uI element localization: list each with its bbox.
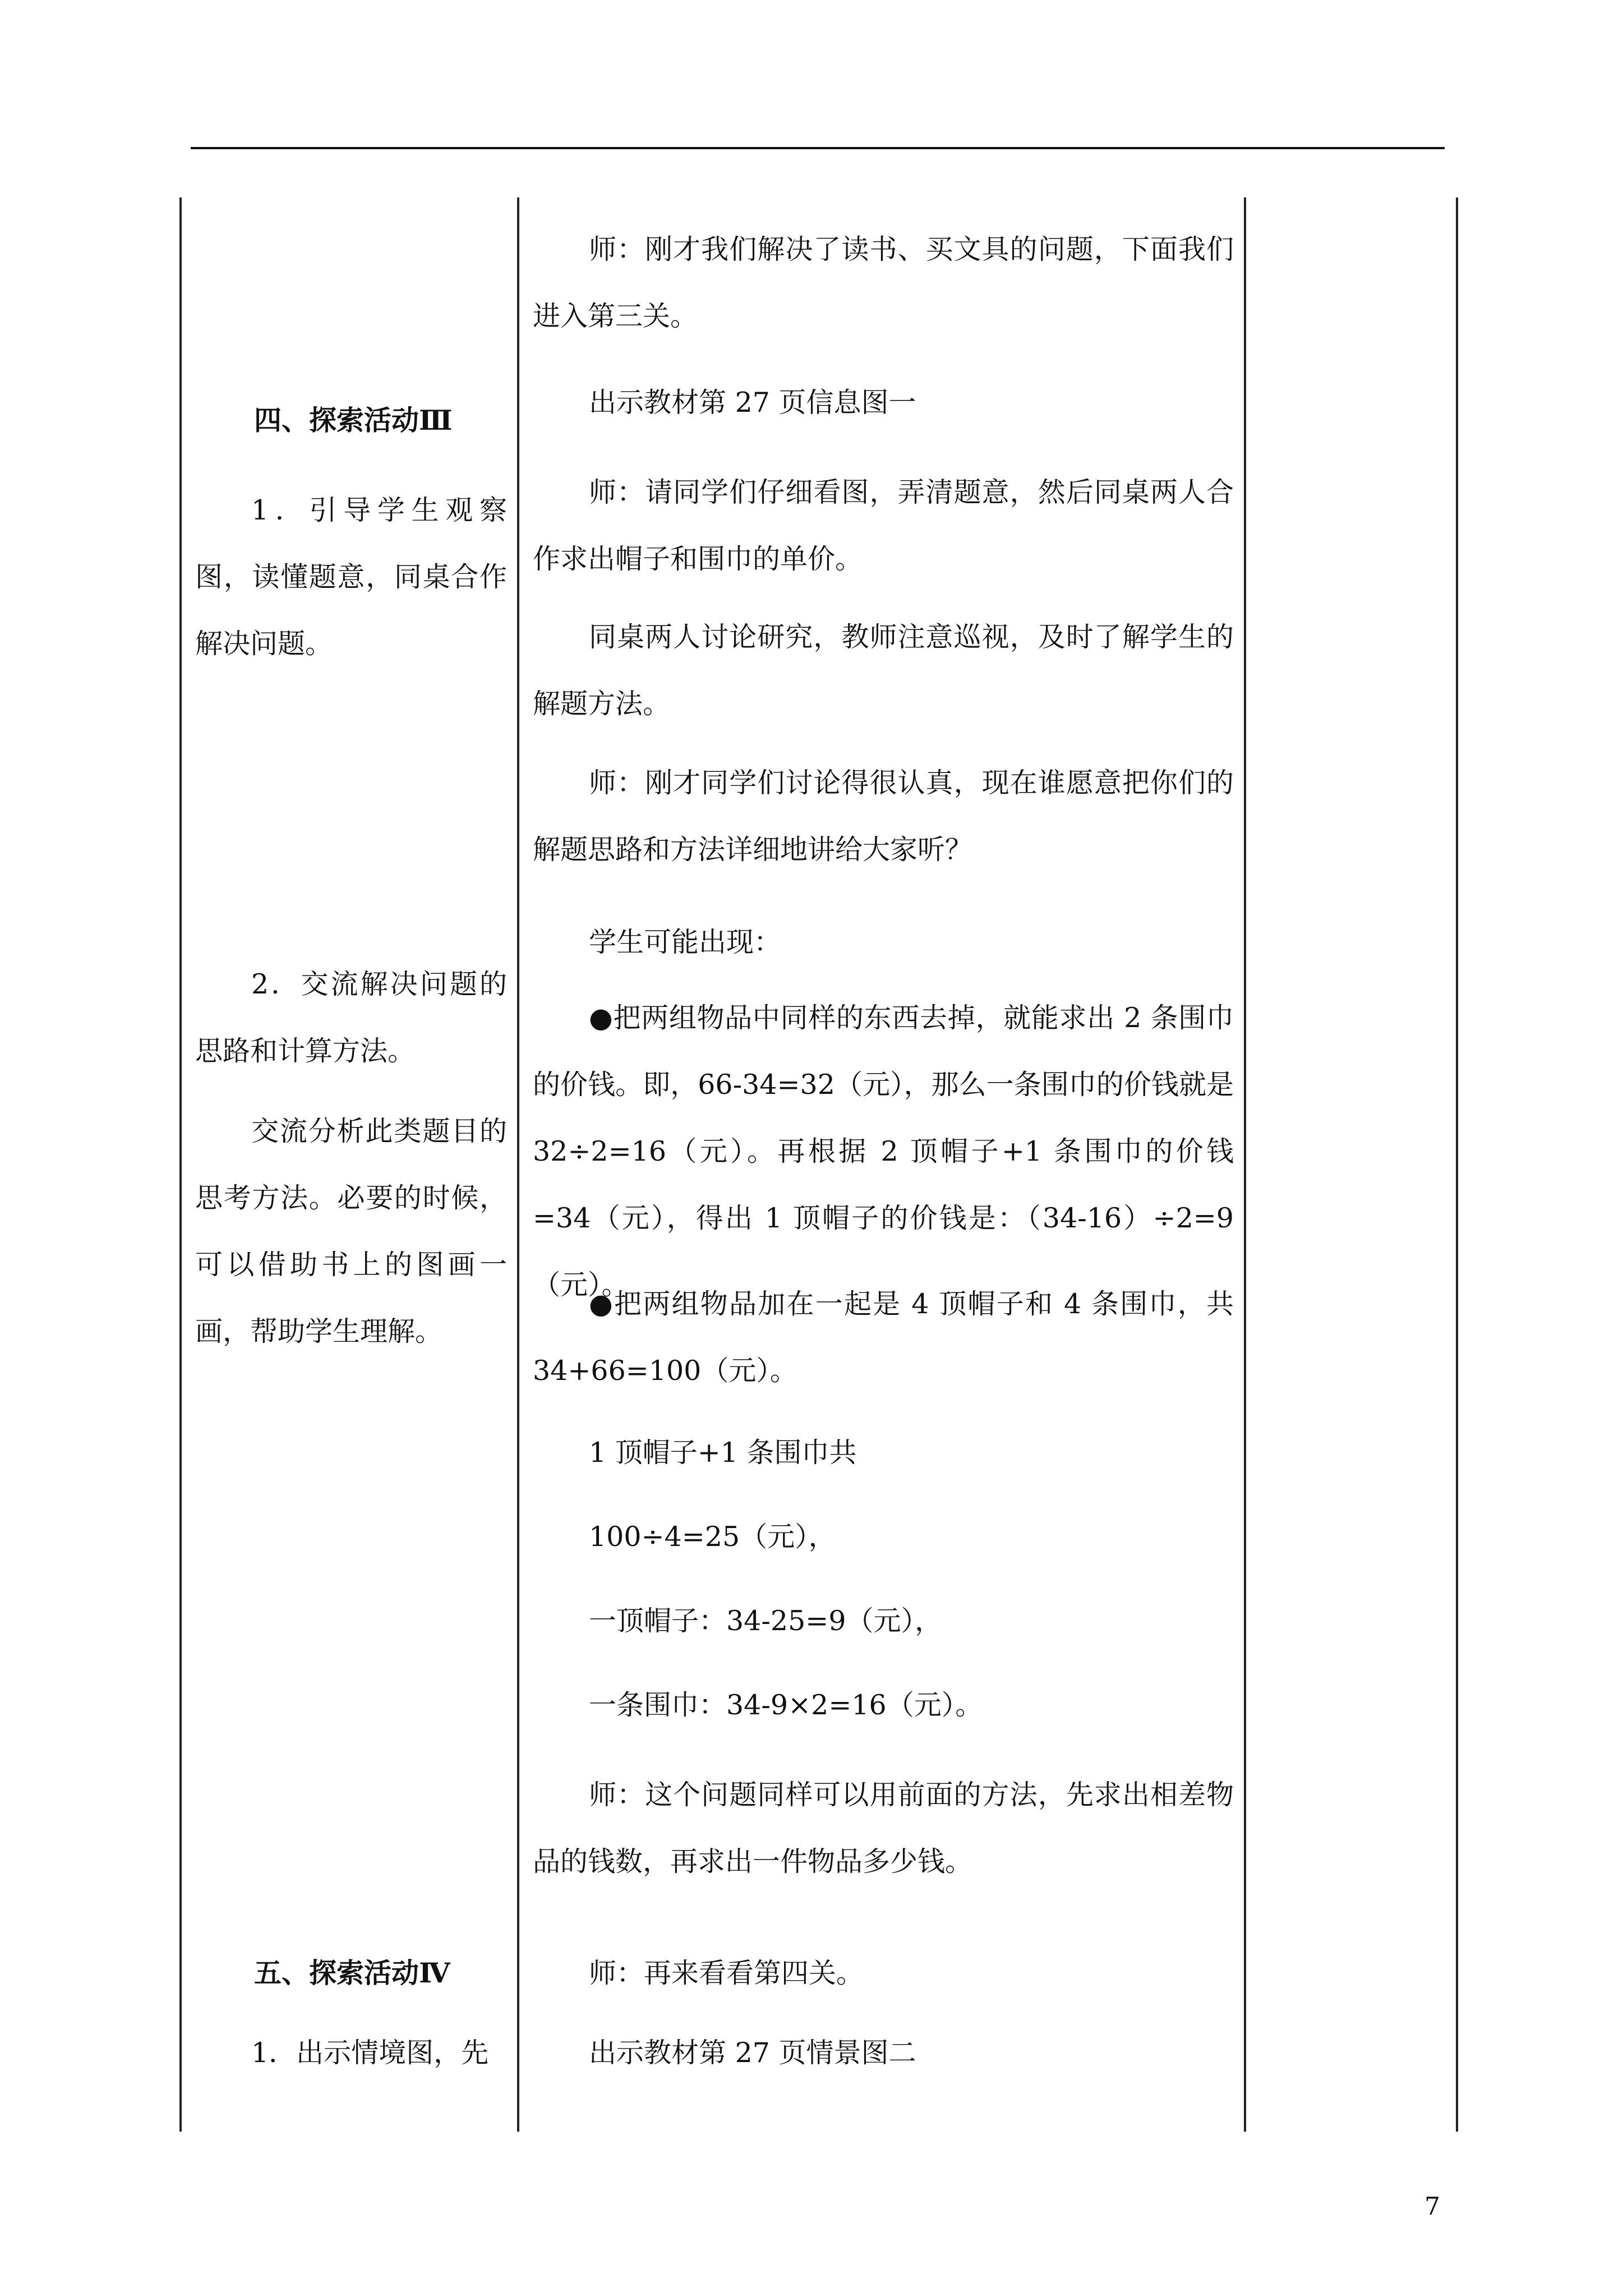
table-border-left	[179, 197, 182, 2132]
mid-para-1: 师：刚才我们解决了读书、买文具的问题，下面我们进入第三关。	[533, 233, 1234, 332]
mid-para-4: 同桌两人讨论研究，教师注意巡视，及时了解学生的解题方法。	[533, 621, 1234, 720]
mid-para-5: 师：刚才同学们讨论得很认真，现在谁愿意把你们的解题思路和方法详细地讲给大家听？	[533, 767, 1234, 866]
section-heading-activity-4: 五、探索活动Ⅳ	[254, 1957, 450, 1989]
header-rule	[191, 147, 1445, 149]
table-divider-1	[517, 197, 519, 2132]
section-heading-activity-3: 四、探索活动Ⅲ	[254, 404, 453, 436]
mid-para-11: 一顶帽子：34-25=9（元），	[589, 1605, 942, 1637]
left-step-2: 2．交流解决问题的思路和计算方法。	[195, 968, 507, 1067]
mid-para-12: 一条围巾：34-9×2=16（元）。	[589, 1689, 983, 1721]
left-step-2-note: 交流分析此类题目的思考方法。必要的时候，可以借助书上的图画一画，帮助学生理解。	[195, 1115, 507, 1347]
mid-para-8: ●把两组物品加在一起是 4 顶帽子和 4 条围巾，共 34+66=100（元）。	[533, 1288, 1234, 1387]
mid-para-3: 师：请同学们仔细看图，弄清题意，然后同桌两人合作求出帽子和围巾的单价。	[533, 476, 1234, 575]
mid-para-6: 学生可能出现：	[589, 926, 782, 958]
table-border-right	[1456, 197, 1458, 2132]
mid-para-7: ●把两组物品中同样的东西去掉，就能求出 2 条围巾的价钱。即，66-34=32（元），那么一条围巾的价钱就是 32÷2=16（元）。再根据 2 顶帽子+1 条围巾的价钱=34（元），得出 1 顶帽子的价钱是：（34-16）÷2=9（元）。	[533, 1002, 1234, 1301]
mid-para-9: 1 顶帽子+1 条围巾共	[589, 1437, 857, 1469]
table-divider-2	[1244, 197, 1246, 2132]
mid-para-13: 师：这个问题同样可以用前面的方法，先求出相差物品的钱数，再求出一件物品多少钱。	[533, 1779, 1234, 1878]
mid-para-15: 出示教材第 27 页情景图二	[589, 2037, 916, 2069]
mid-para-10: 100÷4=25（元），	[589, 1521, 836, 1553]
left-step-1: 1．引导学生观察图，读懂题意，同桌合作解决问题。	[195, 494, 507, 660]
left-section4-step-1: 1．出示情境图，先	[251, 2037, 489, 2069]
mid-para-2: 出示教材第 27 页信息图一	[589, 386, 916, 418]
mid-para-14: 师：再来看看第四关。	[589, 1957, 864, 1989]
page-number: 7	[1424, 2192, 1440, 2221]
